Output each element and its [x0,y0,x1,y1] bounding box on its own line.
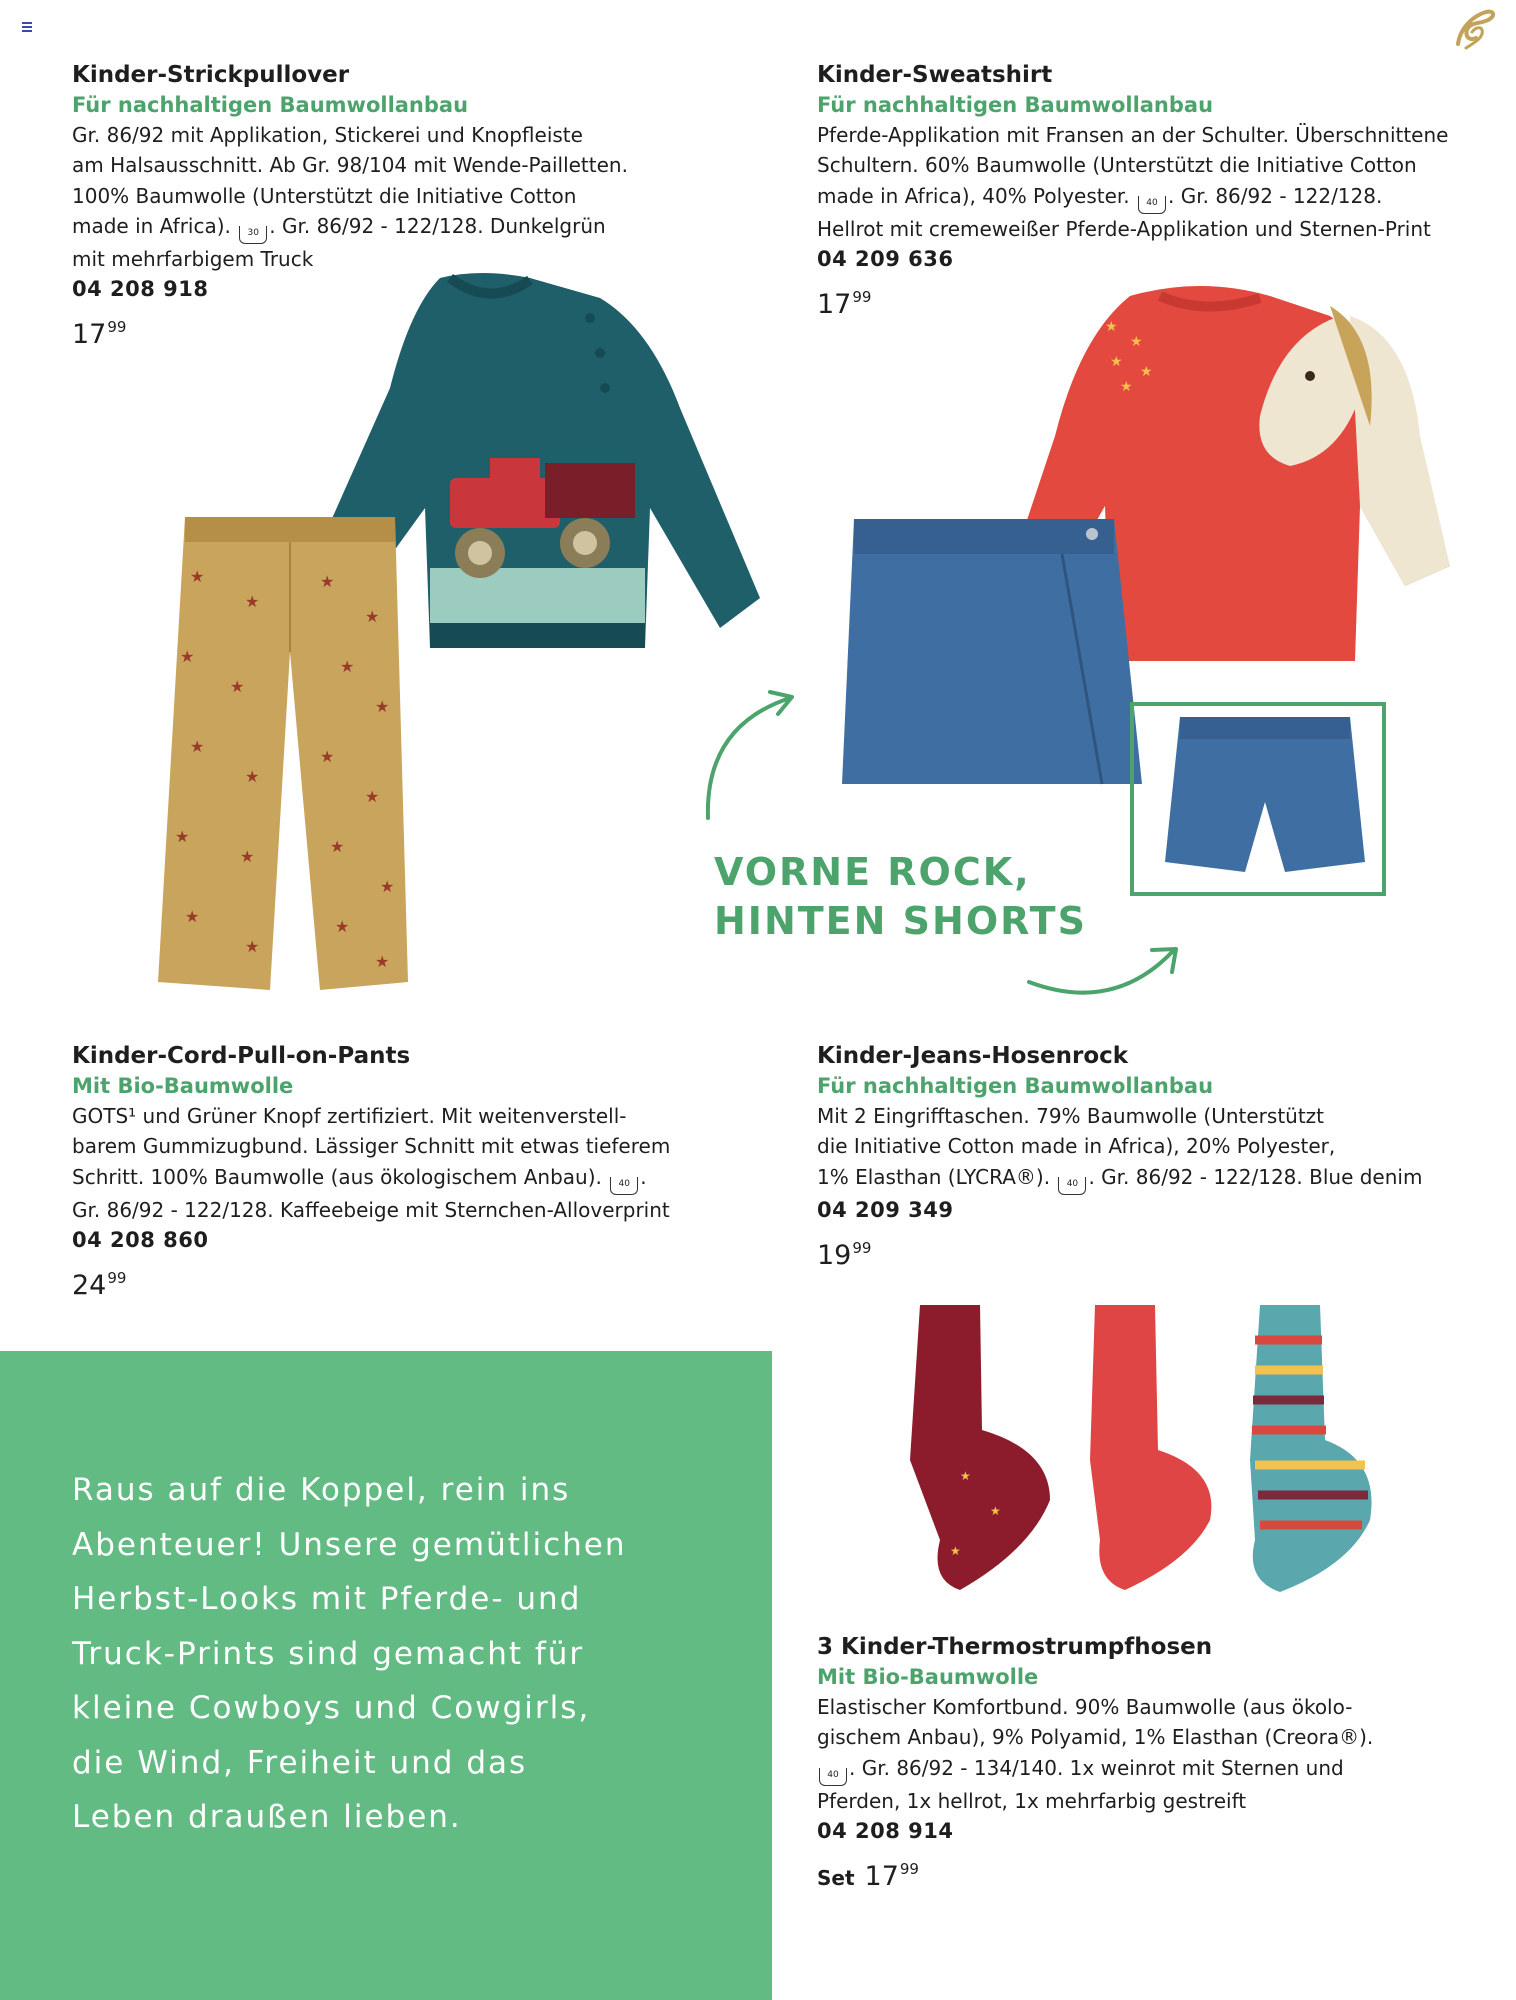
svg-text:★: ★ [330,837,345,856]
product-description: Elastischer Komfortbund. 90% Baumwolle (aus ökolo- gischem Anbau), 9% Polyamid, 1% Elasthan (Creora®). 40 . Gr. 86/92 - 134/140. 1x weinrot mit Sternen und Pferden, 1x hellrot, 1x mehrfarbig gestreift [817,1695,1374,1813]
product-subtitle: Für nachhaltigen Baumwollanbau [817,1074,1214,1098]
promo-text: Raus auf die Koppel, rein ins Abenteuer! Unsere gemütlichen Herbst-Looks mit Pferde- und Truck-Prints sind gemacht für kleine Cowboys und Cowgirls, die Wind, Freiheit und das Leben draußen lieben. [72,1472,627,1835]
arrow-down-icon [1024,944,1184,1004]
product-description: Pferde-Applikation mit Fransen an der Schulter. Überschnittene Schultern. 60% Baumwolle (Unterstützt die Initiative Cotton made in Africa), 40% Polyester. 40 . Gr. 86/92 - 122/128. Hellrot mit cremeweißer Pferde-Applikation und Sternen-Print [817,123,1449,241]
product-subtitle: Mit Bio-Baumwolle [817,1665,1039,1689]
svg-text:★: ★ [190,737,205,756]
svg-text:★: ★ [245,937,260,956]
product-title: Kinder-Sweatshirt [817,62,1053,88]
svg-text:★: ★ [185,907,200,926]
svg-text:★: ★ [1110,354,1123,370]
product-subtitle: Für nachhaltigen Baumwollanbau [72,93,469,117]
svg-text:★: ★ [1105,319,1118,335]
washing-30-icon: 30 [239,226,267,244]
callout-text: VORNE ROCK, HINTEN SHORTS [714,850,1087,943]
arrow-up-icon [700,686,800,822]
article-number: 04 208 860 [72,1227,209,1252]
svg-text:★: ★ [990,1504,1001,1518]
brand-logo-icon [1450,4,1498,54]
product-subtitle: Mit Bio-Baumwolle [72,1074,294,1098]
svg-text:★: ★ [375,697,390,716]
svg-text:★: ★ [1130,334,1143,350]
tights-image [900,1300,1400,1600]
svg-text:★: ★ [245,767,260,786]
article-number: 04 209 636 [817,246,954,271]
svg-text:★: ★ [190,567,205,586]
washing-40-icon: 40 [819,1768,847,1786]
washing-40-icon: 40 [610,1177,638,1195]
article-number: 04 209 349 [817,1197,954,1222]
product-jeans-hosenrock [817,1041,1497,1275]
svg-text:★: ★ [960,1469,971,1483]
svg-text:★: ★ [365,607,380,626]
washing-40-icon: 40 [1138,196,1166,214]
svg-text:★: ★ [175,827,190,846]
price: $17^{99}$ [72,318,127,351]
svg-text:★: ★ [950,1544,961,1558]
shorts-back-image [1160,712,1370,882]
svg-text:★: ★ [240,847,255,866]
svg-text:★: ★ [1120,379,1133,395]
svg-text:★: ★ [230,677,245,696]
svg-text:★: ★ [320,572,335,591]
menu-icon[interactable] [22,22,32,31]
svg-text:★: ★ [340,657,355,676]
product-title: 3 Kinder-Thermostrumpfhosen [817,1634,1213,1660]
product-thermostrumpfhosen [817,1632,1497,1897]
price: $19^{99}$ [817,1238,872,1271]
svg-text:★: ★ [380,877,395,896]
product-description: Gr. 86/92 mit Applikation, Stickerei und Knopfleiste am Halsausschnitt. Ab Gr. 98/104 mit Wende-Pailletten. 100% Baumwolle (Unterstützt die Initiative Cotton made in Africa). 30 . Gr. 86/92 - 122/128. Dunkelgrün mit mehrfarbigem Truck [72,123,628,271]
skort-front-image [842,514,1142,794]
product-subtitle: Für nachhaltigen Baumwollanbau [817,93,1214,117]
svg-text:★: ★ [180,647,195,666]
washing-40-icon: 40 [1058,1177,1086,1195]
product-title: Kinder-Jeans-Hosenrock [817,1043,1129,1069]
cord-pants-image [150,512,410,992]
price: Set $17^{99}$ [817,1859,919,1892]
price: $24^{99}$ [72,1268,127,1301]
svg-text:★: ★ [320,747,335,766]
price: $17^{99}$ [817,287,872,320]
product-description: GOTS¹ und Grüner Knopf zertifiziert. Mit weitenverstell- barem Gummizugbund. Lässiger Schnitt mit etwas tieferem Schritt. 100% Baumwolle (aus ökologischem Anbau). 40 . Gr. 86/92 - 122/128. Kaffeebeige mit Sternchen-Alloverprint [72,1104,671,1222]
svg-text:★: ★ [365,787,380,806]
product-title: Kinder-Strickpullover [72,62,350,88]
product-description: Mit 2 Eingrifftaschen. 79% Baumwolle (Unterstützt die Initiative Cotton made in Africa), 20% Polyester, 1% Elasthan (LYCRA®). 40 . Gr. 86/92 - 122/128. Blue denim [817,1101,1497,1195]
article-number: 04 208 918 [72,277,209,302]
svg-text:★: ★ [245,592,260,611]
product-title: Kinder-Cord-Pull-on-Pants [72,1043,411,1069]
svg-text:★: ★ [1140,364,1153,380]
article-number: 04 208 914 [817,1818,954,1843]
svg-text:★: ★ [335,917,350,936]
svg-text:★: ★ [375,952,390,971]
product-cord-pants [72,1041,712,1305]
